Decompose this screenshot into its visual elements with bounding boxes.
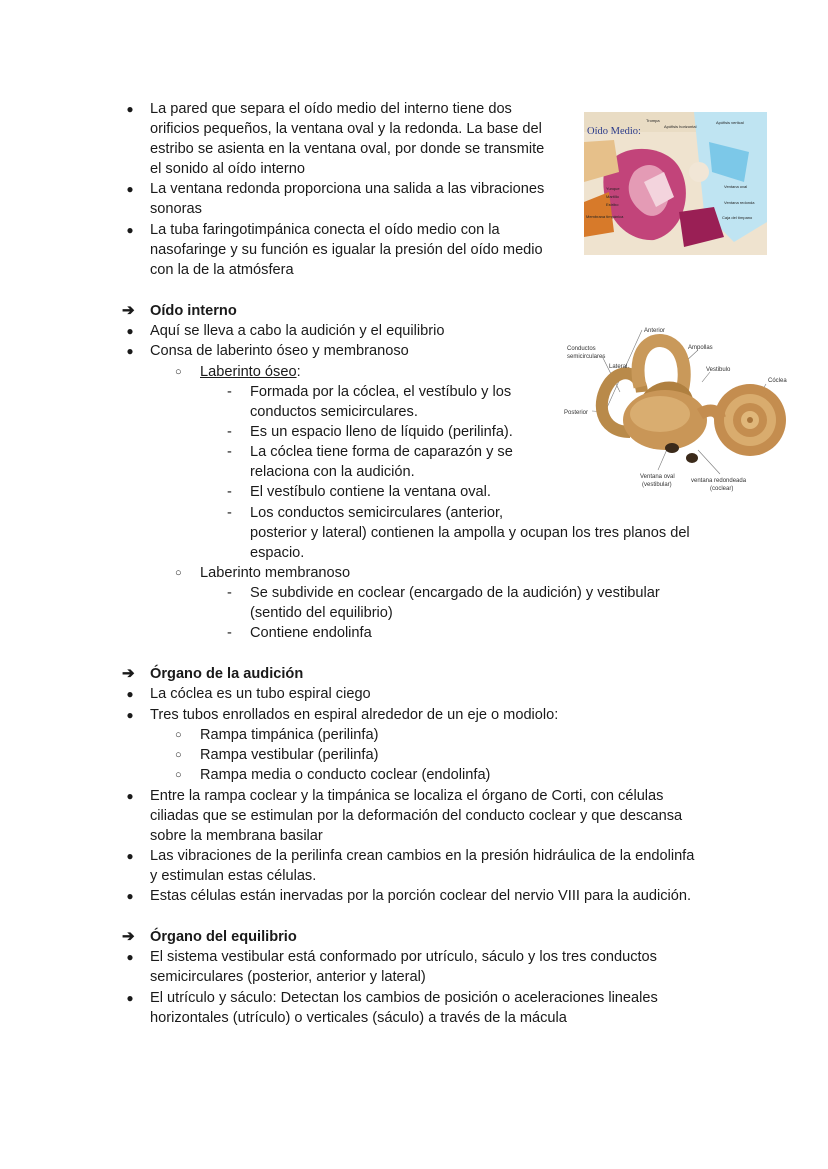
paragraph-line: La pared que separa el oído medio del interno tiene dos: [150, 101, 512, 117]
fig2-label: Ampollas: [688, 345, 713, 351]
circle-bullet: ○: [175, 749, 182, 761]
fig1-label: Ventana redonda: [724, 200, 755, 205]
section-heading: Órgano del equilibrio: [150, 929, 297, 945]
middle-ear-figure: [584, 112, 767, 255]
dash-bullet: -: [227, 484, 232, 500]
laberinto-oseo-label: Laberinto óseo: [200, 364, 297, 380]
paragraph-line: Aquí se lleva a cabo la audición y el equilibrio: [150, 323, 445, 339]
arrow-bullet: ➔: [122, 928, 135, 945]
fig2-label: Conductos: [567, 346, 596, 352]
paragraph-line: horizontales (utrículo) o verticales (sáculo) a través de la mácula: [150, 1010, 567, 1026]
paragraph-line: La ventana redonda proporciona una salida a las vibraciones: [150, 181, 545, 197]
fig1-label: Martillo: [606, 194, 619, 199]
paragraph-line: Los conductos semicirculares (anterior,: [250, 505, 504, 521]
bullet: ●: [126, 223, 134, 237]
paragraph-line: sobre la membrana basilar: [150, 828, 323, 844]
paragraph-line: posterior y lateral) contienen la ampolla y ocupan los tres planos del: [250, 525, 690, 541]
paragraph-line: (sentido del equilibrio): [250, 605, 393, 621]
subheading-line: Laberinto membranoso: [200, 565, 351, 581]
inner-ear-figure: [560, 322, 796, 498]
paragraph-line: y estimulan estas células.: [150, 868, 317, 884]
paragraph-line: ciliadas que se estimulan por la deformación del conducto coclear y que descansa: [150, 808, 683, 824]
dash-bullet: -: [227, 505, 232, 521]
fig1-label: Ventana oval: [724, 184, 748, 189]
fig2-label: ventana redondeada: [691, 478, 747, 484]
paragraph-line: La cóclea tiene forma de caparazón y se: [250, 444, 513, 460]
fig1-label: Estribo: [606, 202, 619, 207]
paragraph-line: El sistema vestibular está conformado por utrículo, sáculo y los tres conductos: [150, 949, 657, 965]
circle-bullet: ○: [175, 567, 182, 579]
paragraph-line: Consa de laberinto óseo y membranoso: [150, 343, 409, 359]
paragraph-line: La tuba faringotimpánica conecta el oído medio con la: [150, 222, 500, 238]
paragraph-line: La cóclea es un tubo espiral ciego: [150, 686, 371, 702]
paragraph-line: Es un espacio lleno de líquido (perilinfa).: [250, 424, 513, 440]
paragraph-line: con la de la atmósfera: [150, 262, 294, 278]
fig1-label: Membrana timpánica: [586, 214, 624, 219]
fig1-label: Apófisis vertical: [716, 120, 744, 125]
paragraph-line: sonoras: [150, 201, 202, 217]
fig1-label: Apófisis horizontal: [664, 124, 697, 129]
section-heading: Órgano de la audición: [150, 666, 304, 682]
paragraph-line: relaciona con la audición.: [250, 464, 415, 480]
paragraph-line: conductos semicirculares.: [250, 404, 418, 420]
paragraph-line: espacio.: [250, 545, 305, 561]
bullet: ●: [126, 344, 134, 358]
dash-bullet: -: [227, 585, 232, 601]
fig1-title: Oído Medio:: [587, 126, 641, 137]
fig2-label: Ventana oval: [640, 474, 675, 480]
paragraph-line: semicirculares (posterior, anterior y lateral): [150, 969, 426, 985]
dash-bullet: -: [227, 625, 232, 641]
paragraph-line: el sonido al oído interno: [150, 161, 305, 177]
dash-bullet: -: [227, 384, 232, 400]
fig2-label: (vestibular): [642, 482, 672, 488]
dash-bullet: -: [227, 444, 232, 460]
fig2-label: Anterior: [644, 328, 666, 334]
bullet: ●: [126, 687, 134, 701]
bullet: ●: [126, 708, 134, 722]
paragraph-line: Las vibraciones de la perilinfa crean cambios en la presión hidráulica de la endolinfa: [150, 848, 695, 864]
paragraph-line: Contiene endolinfa: [250, 625, 372, 641]
fig2-label: Posterior: [564, 410, 589, 416]
paragraph-line: Rampa vestibular (perilinfa): [200, 747, 379, 763]
paragraph-line: Tres tubos enrollados en espiral alrededor de un eje o modiolo:: [150, 707, 559, 723]
paragraph-line: orificios pequeños, la ventana oval y la redonda. La base del: [150, 121, 542, 137]
fig2-label: (coclear): [710, 486, 734, 492]
bullet: ●: [126, 991, 134, 1005]
paragraph-line: Entre la rampa coclear y la timpánica se localiza el órgano de Corti, con células: [150, 788, 664, 804]
paragraph-line: estribo se asienta en la ventana oval, por donde se transmite: [150, 141, 545, 157]
arrow-bullet: ➔: [122, 665, 135, 682]
colon: :: [296, 364, 301, 380]
paragraph-line: Estas células están inervadas por la porción coclear del nervio VIII para la audición.: [150, 888, 692, 904]
subheading-line: [200, 362, 301, 382]
fig1-label: Yunque: [606, 186, 620, 191]
circle-bullet: ○: [175, 366, 182, 378]
fig2-label: semicirculares: [567, 354, 606, 360]
fig1-label: Caja del tímpano: [722, 215, 753, 220]
paragraph-line: nasofaringe y su función es igualar la presión del oído medio: [150, 242, 543, 258]
paragraph-line: El utrículo y sáculo: Detectan los cambios de posición o aceleraciones lineales: [150, 990, 658, 1006]
arrow-bullet: ➔: [122, 302, 135, 319]
bullet: ●: [126, 849, 134, 863]
fig2-label: Lateral: [609, 364, 628, 370]
circle-bullet: ○: [175, 729, 182, 741]
fig2-label: Cóclea: [768, 378, 787, 384]
paragraph-line: Rampa media o conducto coclear (endolinfa): [200, 767, 491, 783]
bullet: ●: [126, 324, 134, 338]
section-heading: Oído interno: [150, 303, 237, 319]
bullet: ●: [126, 789, 134, 803]
paragraph-line: Se subdivide en coclear (encargado de la audición) y vestibular: [250, 585, 660, 601]
paragraph-line: Formada por la cóclea, el vestíbulo y los: [250, 384, 512, 400]
paragraph-line: Rampa timpánica (perilinfa): [200, 727, 379, 743]
bullet: ●: [126, 950, 134, 964]
fig2-label: Vestibulo: [706, 367, 731, 373]
dash-bullet: -: [227, 424, 232, 440]
bullet: ●: [126, 182, 134, 196]
fig1-label: Trompa: [646, 118, 660, 123]
circle-bullet: ○: [175, 769, 182, 781]
paragraph-line: El vestíbulo contiene la ventana oval.: [250, 484, 491, 500]
bullet: ●: [126, 102, 134, 116]
bullet: ●: [126, 889, 134, 903]
